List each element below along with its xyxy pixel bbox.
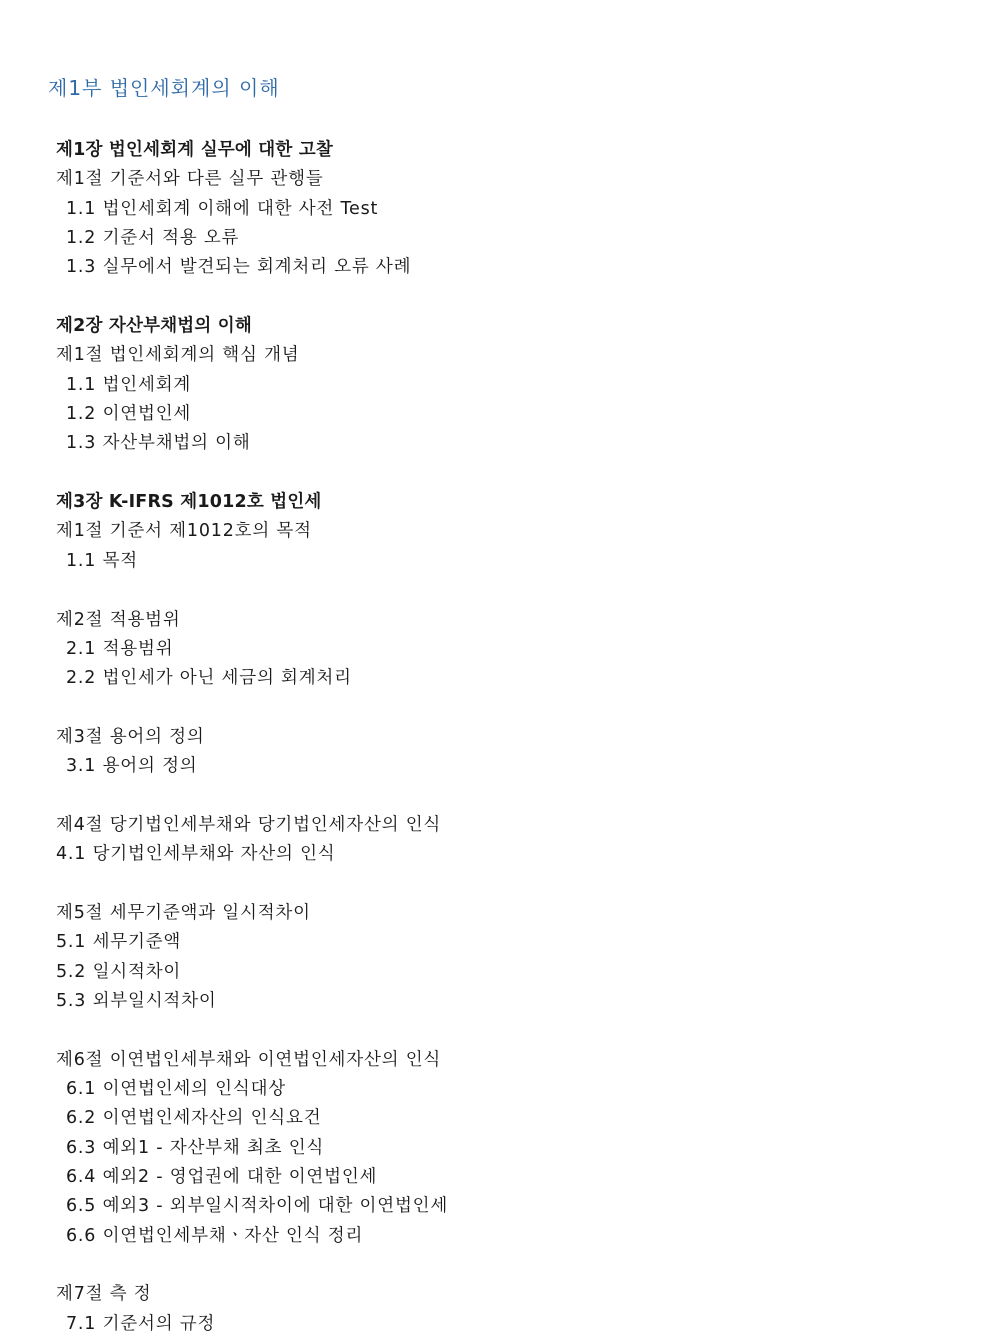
toc-item: 6.4 예외2 - 영업권에 대한 이연법인세 bbox=[66, 1167, 378, 1188]
toc-item: 6.6 이연법인세부채ㆍ자산 인식 정리 bbox=[66, 1225, 364, 1246]
section-heading: 제1절 기준서 제1012호의 목적 bbox=[56, 521, 312, 542]
spacer bbox=[56, 870, 956, 899]
section-heading: 제3절 용어의 정의 bbox=[56, 726, 205, 747]
toc-item: 5.1 세무기준액 bbox=[56, 932, 182, 953]
toc-item: 4.1 당기법인세부채와 자산의 인식 bbox=[56, 844, 336, 865]
spacer bbox=[56, 1251, 956, 1280]
toc-item: 5.3 외부일시적차이 bbox=[56, 990, 217, 1011]
toc-item: 5.2 일시적차이 bbox=[56, 961, 182, 982]
section-heading: 제2절 적용범위 bbox=[56, 609, 181, 630]
section-heading: 제4절 당기법인세부채와 당기법인세자산의 인식 bbox=[56, 814, 442, 835]
toc-item: 3.1 용어의 정의 bbox=[66, 756, 198, 777]
spacer bbox=[56, 1016, 956, 1045]
spacer bbox=[56, 694, 956, 723]
toc-item: 6.1 이연법인세의 인식대상 bbox=[66, 1079, 287, 1099]
toc-item: 6.2 이연법인세자산의 인식요건 bbox=[66, 1108, 322, 1129]
toc-item: 1.3 실무에서 발견되는 회계처리 오류 사례 bbox=[66, 257, 412, 278]
toc-item: 2.1 적용범위 bbox=[66, 638, 174, 659]
part-title: 제1부 법인세회계의 이해 bbox=[48, 76, 280, 100]
section-heading: 제1절 기준서와 다른 실무 관행들 bbox=[56, 169, 324, 190]
toc-item: 1.1 법인세회계 이해에 대한 사전 Test bbox=[66, 198, 379, 219]
toc-item: 1.3 자산부채법의 이해 bbox=[66, 433, 251, 454]
chapter-heading: 제1장 법인세회계 실무에 대한 고찰 bbox=[56, 140, 334, 160]
toc-item: 1.1 목적 bbox=[66, 550, 139, 571]
toc-item: 6.3 예외1 - 자산부채 최초 인식 bbox=[66, 1137, 325, 1158]
spacer bbox=[56, 283, 956, 312]
table-of-contents bbox=[56, 136, 956, 1339]
toc-item: 1.2 이연법인세 bbox=[66, 404, 192, 425]
section-heading: 제7절 측 정 bbox=[56, 1284, 152, 1305]
toc-item: 6.5 예외3 - 외부일시적차이에 대한 이연법인세 bbox=[66, 1196, 449, 1217]
section-heading: 제5절 세무기준액과 일시적차이 bbox=[56, 902, 311, 923]
toc-item: 7.1 기준서의 규정 bbox=[66, 1313, 216, 1334]
spacer bbox=[56, 576, 956, 605]
chapter-heading: 제3장 K-IFRS 제1012호 법인세 bbox=[56, 492, 322, 513]
toc-item: 1.2 기준서 적용 오류 bbox=[66, 228, 240, 249]
toc-item: 1.1 법인세회계 bbox=[66, 374, 192, 395]
section-heading: 제6절 이연법인세부채와 이연법인세자산의 인식 bbox=[56, 1049, 442, 1070]
toc-item: 2.2 법인세가 아닌 세금의 회계처리 bbox=[66, 668, 352, 689]
spacer bbox=[56, 782, 956, 811]
section-heading: 제1절 법인세회계의 핵심 개념 bbox=[56, 345, 300, 366]
chapter-heading: 제2장 자산부채법의 이해 bbox=[56, 316, 253, 337]
spacer bbox=[56, 459, 956, 488]
